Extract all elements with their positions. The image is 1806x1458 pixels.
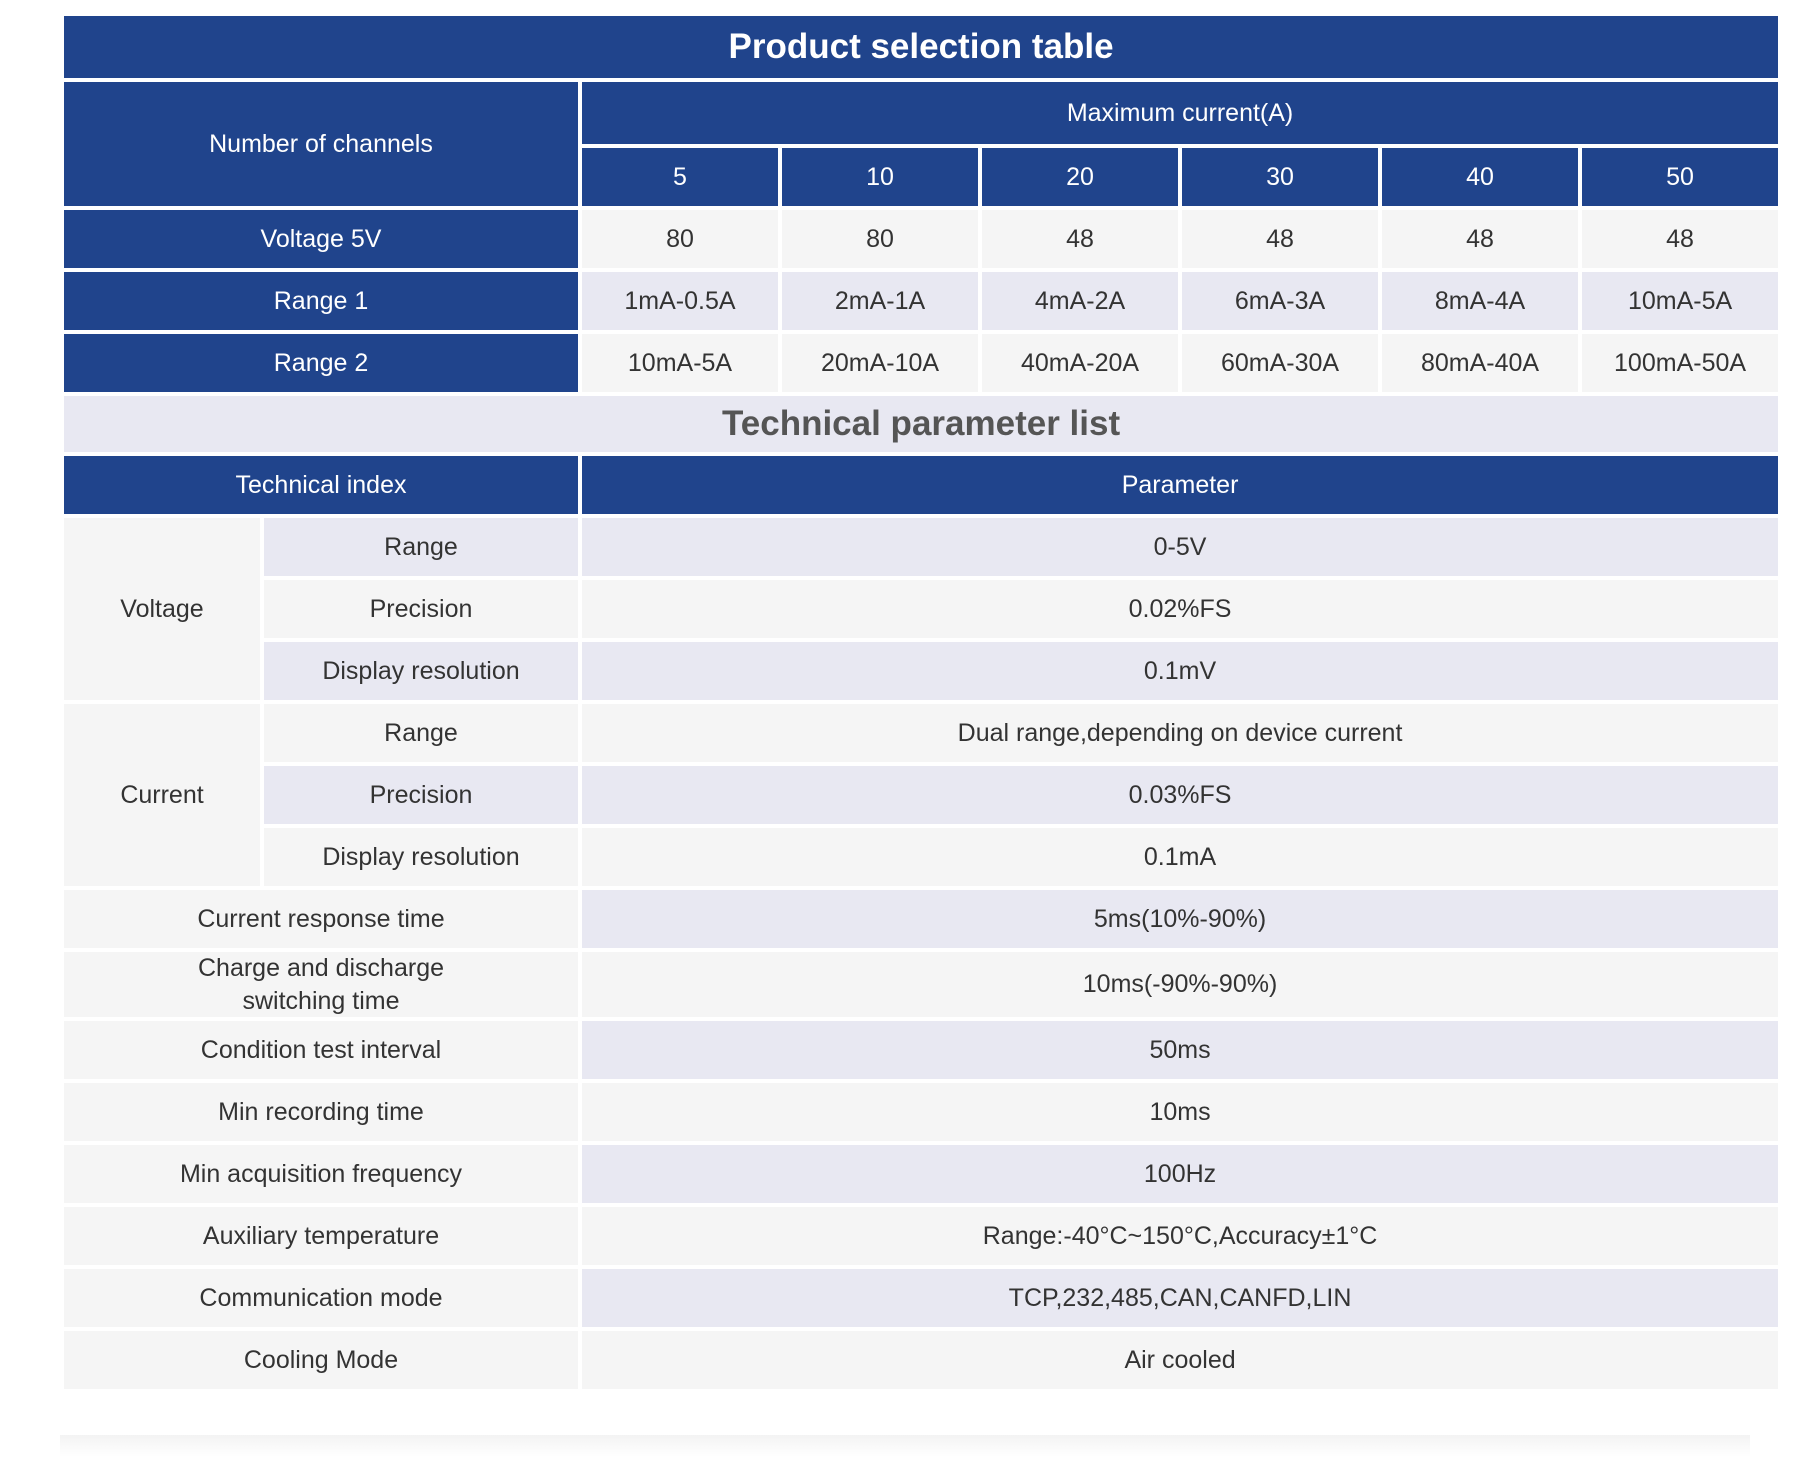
param-name: Cooling Mode <box>64 1331 578 1389</box>
row-label: Range 1 <box>64 272 578 330</box>
table-row <box>64 766 1778 824</box>
current-col-header: 40 <box>1382 148 1578 206</box>
table-cell: 40mA-20A <box>982 334 1178 392</box>
table-row <box>64 1207 1778 1265</box>
table-cell: 80mA-40A <box>1382 334 1578 392</box>
param-value: Air cooled <box>582 1331 1778 1389</box>
param-value: Range:-40°C~150°C,Accuracy±1°C <box>582 1207 1778 1265</box>
parameter-header: Parameter <box>582 456 1778 514</box>
param-value: TCP,232,485,CAN,CANFD,LIN <box>582 1269 1778 1327</box>
param-value: 0.03%FS <box>582 766 1778 824</box>
table-row <box>64 828 1778 886</box>
table-cell: 48 <box>1582 210 1778 268</box>
param-name: Auxiliary temperature <box>64 1207 578 1265</box>
param-name: Communication mode <box>64 1269 578 1327</box>
param-name: Min recording time <box>64 1083 578 1141</box>
table-cell: 100mA-50A <box>1582 334 1778 392</box>
table-cell: 8mA-4A <box>1382 272 1578 330</box>
param-name: Precision <box>264 766 578 824</box>
table-cell: 4mA-2A <box>982 272 1178 330</box>
table-cell: 48 <box>1182 210 1378 268</box>
table-row <box>64 704 1778 762</box>
param-value: 0.02%FS <box>582 580 1778 638</box>
param-name: Display resolution <box>264 828 578 886</box>
table-cell: 60mA-30A <box>1182 334 1378 392</box>
param-name: Precision <box>264 580 578 638</box>
table-row <box>64 1331 1778 1389</box>
technical-index-header: Technical index <box>64 456 578 514</box>
param-name: Min acquisition frequency <box>64 1145 578 1203</box>
param-value: 0.1mV <box>582 642 1778 700</box>
table-row <box>64 642 1778 700</box>
param-name: Condition test interval <box>64 1021 578 1079</box>
current-col-header: 50 <box>1582 148 1778 206</box>
group-label-current: Current <box>64 704 260 886</box>
params-title: Technical parameter list <box>64 396 1778 452</box>
param-value: 10ms <box>582 1083 1778 1141</box>
table-row <box>64 334 1778 392</box>
table-row <box>64 1021 1778 1079</box>
spec-tables <box>60 12 1750 1393</box>
param-value: Dual range,depending on device current <box>582 704 1778 762</box>
param-value: 0-5V <box>582 518 1778 576</box>
channels-header: Number of channels <box>64 82 578 206</box>
selection-title: Product selection table <box>64 16 1778 78</box>
row-label: Range 2 <box>64 334 578 392</box>
product-selection-table <box>60 12 1782 1393</box>
table-row <box>64 1269 1778 1327</box>
current-col-header: 10 <box>782 148 978 206</box>
table-row <box>64 580 1778 638</box>
table-cell: 48 <box>1382 210 1578 268</box>
table-cell: 48 <box>982 210 1178 268</box>
param-value: 0.1mA <box>582 828 1778 886</box>
table-cell: 10mA-5A <box>582 334 778 392</box>
table-cell: 10mA-5A <box>1582 272 1778 330</box>
param-value: 50ms <box>582 1021 1778 1079</box>
max-current-header: Maximum current(A) <box>582 82 1778 144</box>
row-label: Voltage 5V <box>64 210 578 268</box>
table-row <box>64 1145 1778 1203</box>
param-name: Range <box>264 518 578 576</box>
table-row <box>64 518 1778 576</box>
table-cell: 2mA-1A <box>782 272 978 330</box>
param-name: Display resolution <box>264 642 578 700</box>
table-cell: 6mA-3A <box>1182 272 1378 330</box>
table-row <box>64 210 1778 268</box>
table-cell: 80 <box>782 210 978 268</box>
table-cell: 1mA-0.5A <box>582 272 778 330</box>
table-cell: 20mA-10A <box>782 334 978 392</box>
current-col-header: 20 <box>982 148 1178 206</box>
table-row <box>64 890 1778 948</box>
current-col-header: 30 <box>1182 148 1378 206</box>
bottom-shadow <box>60 1435 1750 1457</box>
param-name: Current response time <box>64 890 578 948</box>
param-name: Range <box>264 704 578 762</box>
table-row <box>64 952 1778 1017</box>
param-value: 5ms(10%-90%) <box>582 890 1778 948</box>
current-col-header: 5 <box>582 148 778 206</box>
param-name: Charge and discharge switching time <box>64 952 578 1017</box>
param-value: 10ms(-90%-90%) <box>582 952 1778 1017</box>
param-value: 100Hz <box>582 1145 1778 1203</box>
table-row <box>64 1083 1778 1141</box>
group-label-voltage: Voltage <box>64 518 260 700</box>
table-cell: 80 <box>582 210 778 268</box>
table-row <box>64 272 1778 330</box>
